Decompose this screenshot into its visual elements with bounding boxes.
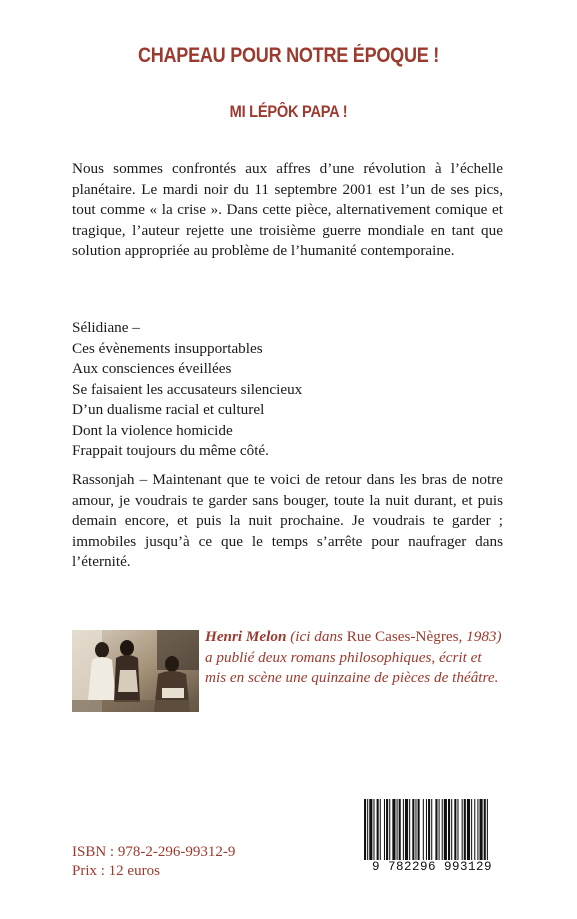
film-title: Rue Cases-Nègres — [346, 628, 459, 645]
isbn-label: ISBN : 978-2-296-99312-9 — [72, 844, 236, 860]
verse-line: Sélidiane – — [72, 319, 140, 336]
author-photo — [72, 630, 199, 712]
author-bio-post: , 1983) a publié deux romans philosophiques, écrit et mis en scène une quinzaine de pièces de théâtre. — [205, 628, 502, 686]
verse-line: Se faisaient les accusateurs silencieux — [72, 380, 303, 398]
author-bio — [205, 627, 505, 689]
verse-line: Ces évènements insupportables — [72, 339, 263, 357]
book-subtitle: MI LÉPÔK PAPA ! — [229, 102, 348, 121]
author-name: Henri Melon — [205, 628, 287, 645]
verse-line: Dont la violence homicide — [72, 421, 233, 439]
verse-line: D’un dualisme racial et culturel — [72, 401, 265, 418]
barcode-number: 9 782296 993129 — [360, 860, 504, 874]
verse-excerpt — [72, 318, 503, 462]
author-photo-image — [72, 630, 199, 712]
price-label: Prix : 12 euros — [72, 863, 160, 879]
intro-paragraph: Nous sommes confrontés aux affres d’une révolution à l’échelle planétaire. Le mardi noir du 11 septembre 2001 est l’un de ses pics, tout comme « la crise ». Dans cette pièce, alternativement comique et tragique, l’auteur rejette une troisième guerre mondiale en tant que solution appropriée au problème de l’humanité contemporaine. — [72, 160, 503, 259]
book-title: CHAPEAU POUR NOTRE ÉPOQUE ! — [137, 44, 440, 67]
verse-line: Aux consciences éveillées — [72, 360, 232, 377]
verse-line: Frappait toujours du même côté. — [72, 442, 269, 459]
dialogue-excerpt: Rassonjah – Maintenant que te voici de retour dans les bras de notre amour, je voudrais te garder sans bouger, toute la nuit durant, et puis demain encore, et puis la nuit prochaine. Je voudrais te garder ; immobiles jusqu’à ce que le temps s’arrête pour naufrager dans l’éternité. — [72, 471, 503, 570]
author-bio-pre: (ici dans — [286, 628, 347, 645]
